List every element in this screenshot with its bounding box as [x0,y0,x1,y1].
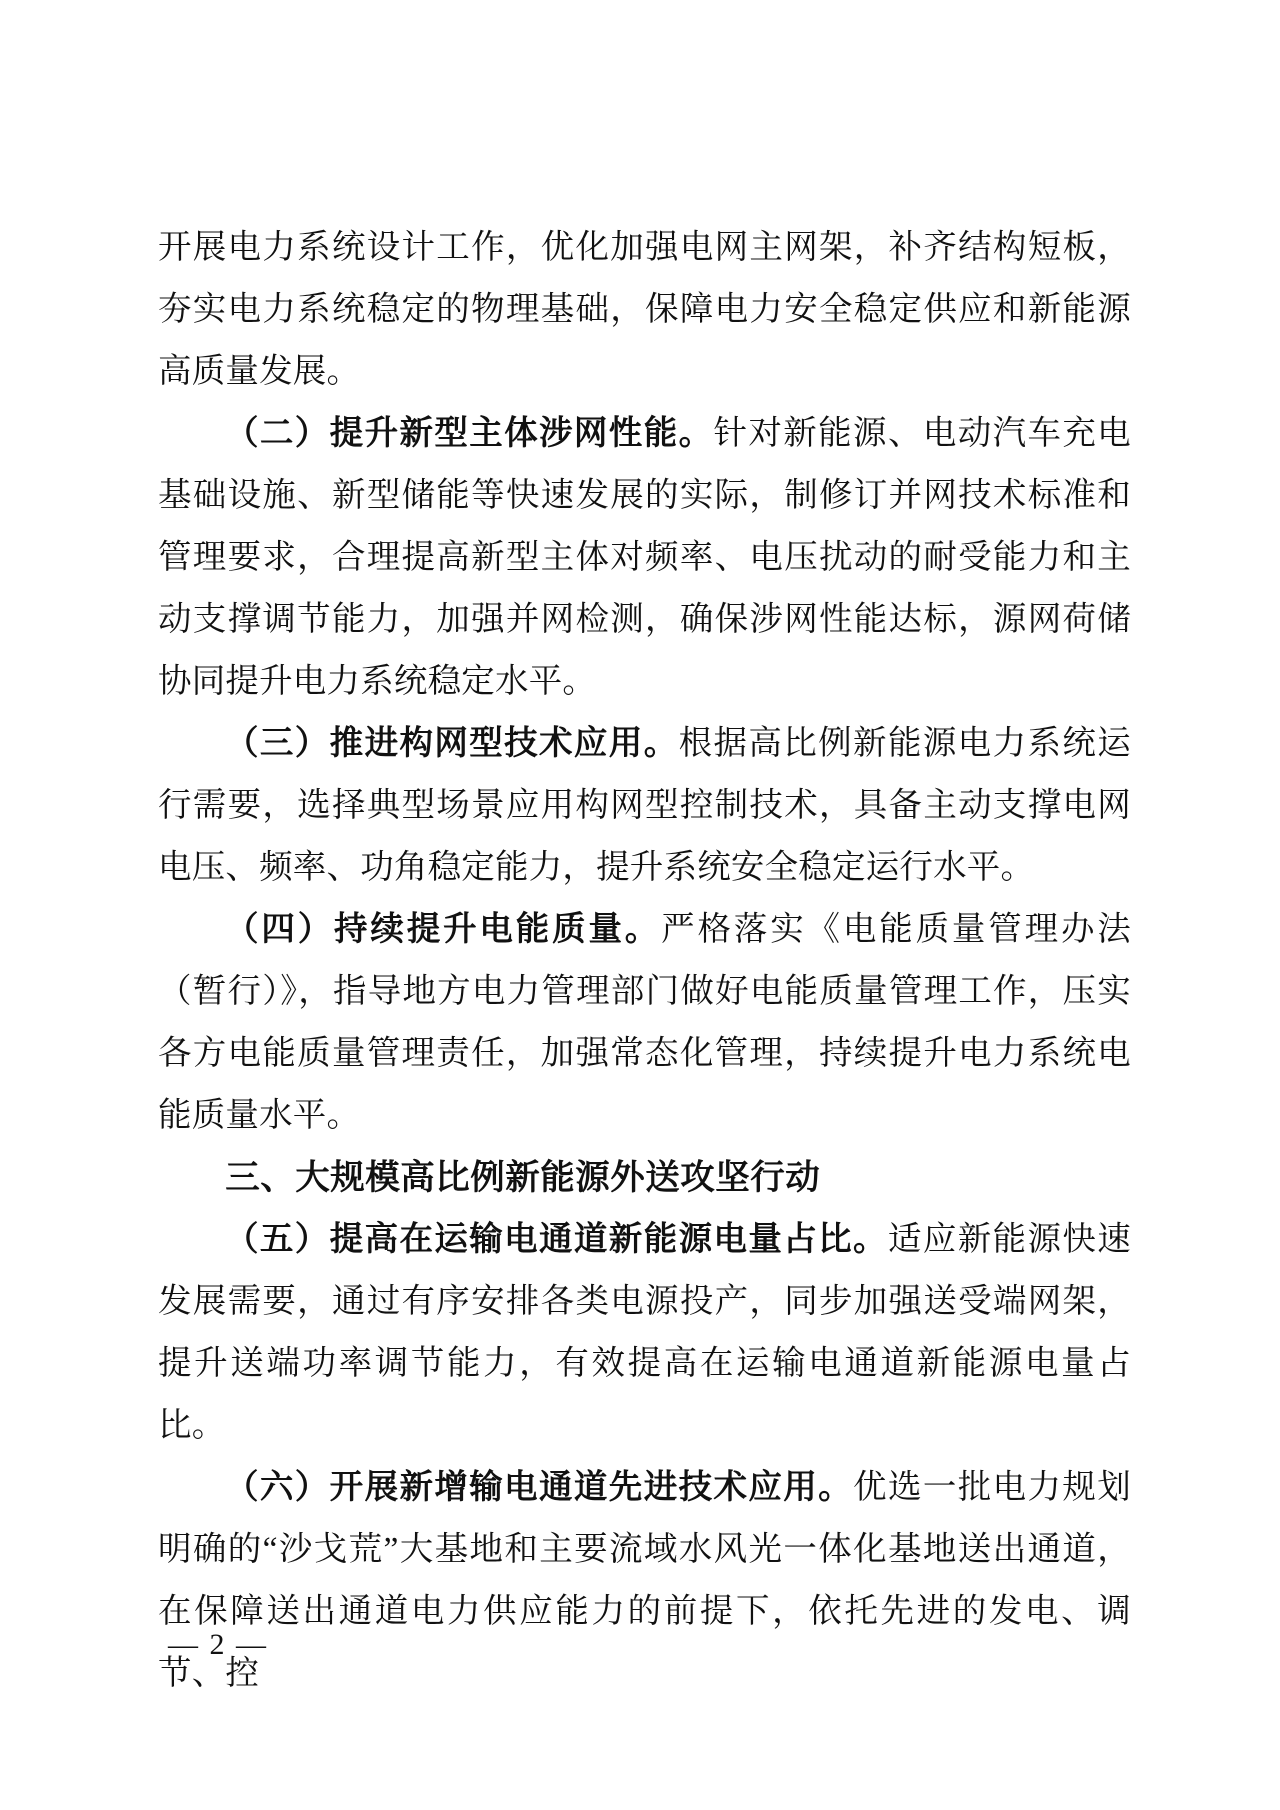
section-heading: 三、大规模高比例新能源外送攻坚行动 [225,1159,821,1197]
paragraph-text: 优选一批电力规划明确的“沙戈荒”大基地和主要流域水风光一体化基地送出通道，在保障送出通道电力供应能力的前提下，依托先进的发电、调节、控 [158,1469,1131,1692]
paragraph [158,217,1131,403]
document-body [158,217,1131,1705]
paragraph-text: 适应新能源快速发展需要，通过有序安排各类电源投产，同步加强送受端网架，提升送端功率调节能力，有效提高在运输电通道新能源电量占比。 [158,1221,1131,1444]
paragraph-lead: （二）提升新型主体涉网性能。 [225,415,714,452]
paragraph [158,1209,1131,1457]
paragraph-lead: （四）持续提升电能质量。 [225,911,662,948]
paragraph-text: 针对新能源、电动汽车充电基础设施、新型储能等快速发展的实际，制修订并网技术标准和管理要求，合理提高新型主体对频率、电压扰动的耐受能力和主动支撑调节能力，加强并网检测，确保涉网性能达标，源网荷储协同提升电力系统稳定水平。 [158,415,1131,700]
paragraph-text: 根据高比例新能源电力系统运行需要，选择典型场景应用构网型控制技术，具备主动支撑电网电压、频率、功角稳定能力，提升系统安全稳定运行水平。 [158,725,1131,886]
paragraph-lead: （三）推进构网型技术应用。 [225,725,679,762]
paragraph [158,403,1131,713]
paragraph-text: 严格落实《电能质量管理办法（暂行）》，指导地方电力管理部门做好电能质量管理工作，压实各方电能质量管理责任，加强常态化管理，持续提升电力系统电能质量水平。 [158,911,1131,1134]
paragraph-lead: （六）开展新增输电通道先进技术应用。 [225,1469,854,1506]
paragraph [158,713,1131,899]
paragraph-lead: （五）提高在运输电通道新能源电量占比。 [225,1221,888,1258]
paragraph [158,1457,1131,1705]
page-number: — 2 — [168,1628,268,1661]
paragraph [158,899,1131,1147]
paragraph-text: 开展电力系统设计工作，优化加强电网主网架，补齐结构短板，夯实电力系统稳定的物理基础，保障电力安全稳定供应和新能源高质量发展。 [158,229,1131,390]
